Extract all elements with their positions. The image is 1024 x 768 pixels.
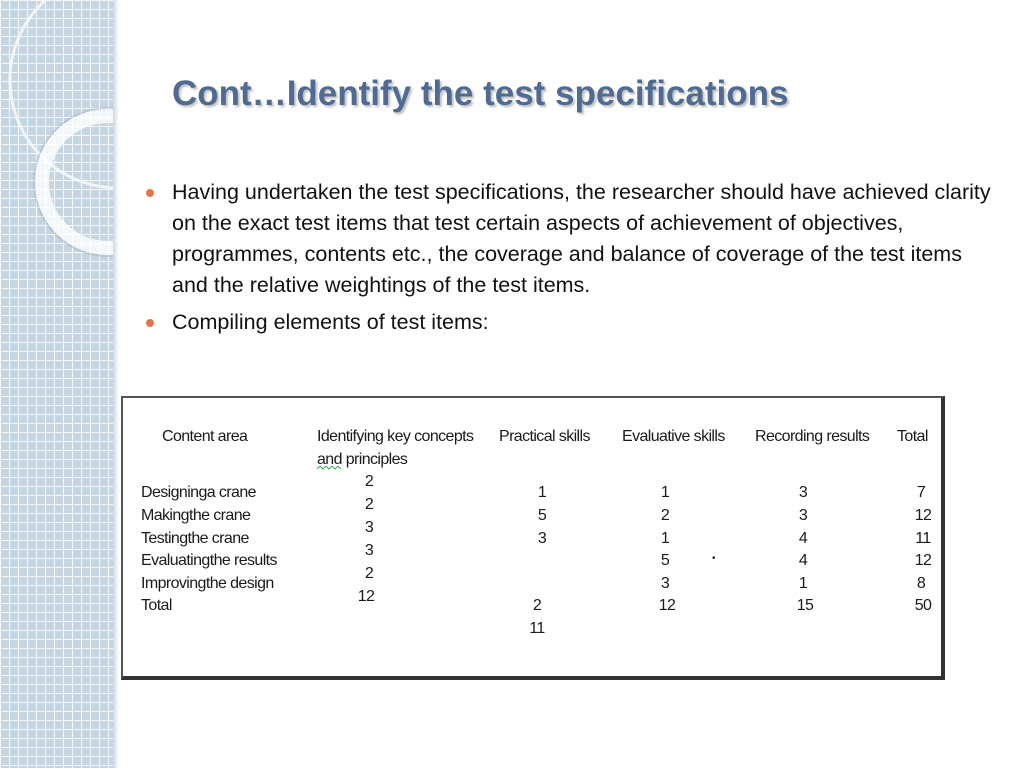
header-concepts-line2: and principles: [317, 451, 408, 468]
spellcheck-squiggle: [317, 466, 341, 471]
cell-practical: 5: [537, 507, 547, 524]
cell-total: 12: [914, 507, 932, 524]
decorative-grid-band: [0, 0, 113, 768]
cell-evaluative: 3: [660, 575, 670, 592]
cell-total: 7: [916, 484, 926, 501]
cell-concepts: 3: [364, 542, 374, 559]
cell-concepts: 12: [357, 588, 375, 605]
bullet-text: Having undertaken the test specifications, the researcher should have achieved clarity on the exact test items that test certain aspects of achievement of objectives, programmes, contents etc., the coverage and balance of coverage of the test items and the relative weightings of the test items.: [172, 180, 991, 297]
cell-recording: 4: [798, 530, 808, 547]
cell-evaluative: 5: [660, 552, 670, 569]
cell-concepts: 2: [364, 496, 374, 513]
slide-title: Cont…Identify the test specifications: [172, 74, 789, 113]
cell-evaluative: 2: [660, 507, 670, 524]
header-practical-skills: Practical skills: [499, 428, 590, 445]
cell-practical: 3: [537, 530, 547, 547]
header-evaluative-skills: Evaluative skills: [622, 428, 725, 445]
cell-total: 8: [916, 575, 926, 592]
bullet-text: Compiling elements of test items:: [172, 310, 489, 334]
row-label: Total: [141, 597, 172, 614]
bullet-item: [146, 307, 996, 338]
cell-concepts: 3: [364, 519, 374, 536]
row-label: Improvingthe design: [141, 575, 274, 592]
bullet-dot-icon: [146, 319, 154, 327]
row-label: Testingthe crane: [141, 530, 249, 547]
cell-total: 50: [914, 597, 932, 614]
cell-recording: 3: [798, 484, 808, 501]
header-content-area: Content area: [162, 428, 248, 445]
cell-practical: 1: [537, 484, 547, 501]
cell-recording: 1: [798, 575, 808, 592]
cell-evaluative: 1: [660, 484, 670, 501]
cell-total: 12: [914, 552, 932, 569]
bullet-item: [146, 177, 996, 301]
decorative-rings: [0, 0, 113, 768]
band-shadow: [113, 0, 119, 768]
header-recording-results: Recording results: [755, 428, 870, 445]
row-label: Designinga crane: [141, 484, 256, 501]
cell-total: 11: [915, 530, 931, 547]
stray-dot: •: [712, 553, 715, 564]
bullet-dot-icon: [146, 189, 154, 197]
bullet-list: [146, 177, 996, 344]
cell-concepts: 2: [364, 473, 374, 490]
cell-recording: 3: [798, 507, 808, 524]
cell-practical: 2: [532, 597, 542, 614]
row-label: Evaluatingthe results: [141, 552, 277, 569]
header-concepts-line1: Identifying key concepts: [317, 428, 474, 445]
cell-recording: 15: [796, 597, 814, 614]
cell-recording: 4: [798, 552, 808, 569]
cell-evaluative: 12: [658, 597, 676, 614]
cell-concepts: 2: [364, 565, 374, 582]
cell-practical-extra: 11: [529, 620, 545, 637]
header-total: Total: [897, 428, 928, 445]
row-label: Makingthe crane: [141, 507, 251, 524]
cell-evaluative: 1: [660, 530, 670, 547]
